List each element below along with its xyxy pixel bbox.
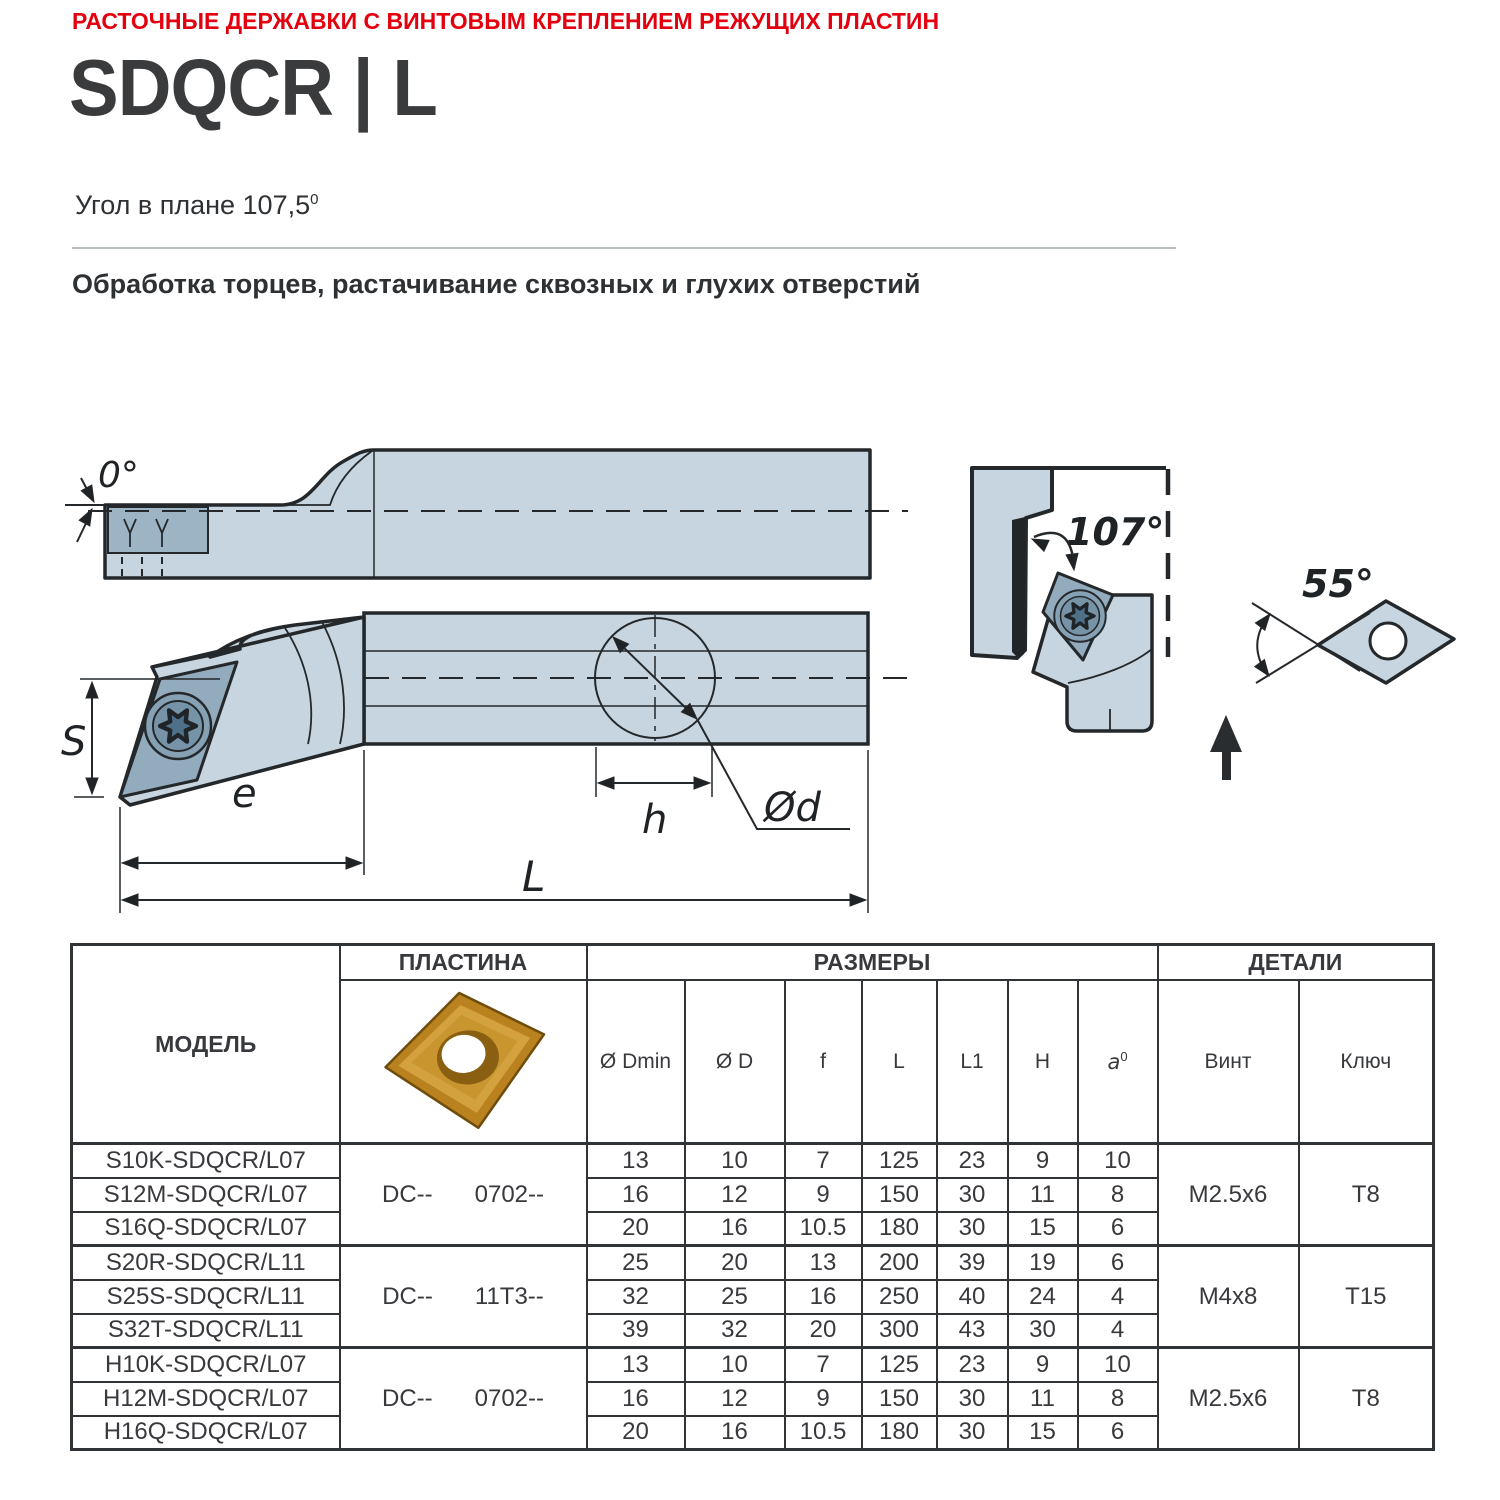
plan-angle-sup: 0 [310, 191, 319, 208]
h-cell: 9 [1008, 1144, 1078, 1178]
l-cell: 125 [862, 1144, 937, 1178]
plate-code-cell: DC-- 0702-- [340, 1144, 587, 1246]
col-header-h: H [1008, 980, 1078, 1144]
key-cell: T15 [1299, 1246, 1434, 1348]
col-header-sizes: РАЗМЕРЫ [587, 945, 1158, 981]
feed-direction-arrow [1210, 715, 1242, 780]
insert-screw-107 [1054, 590, 1105, 641]
angle-55-label: 55° [1302, 562, 1374, 606]
col-header-d: Ø D [685, 980, 785, 1144]
angle-107-drawing [972, 468, 1242, 780]
a-cell: 10 [1078, 1144, 1158, 1178]
screw-cell: M2.5x6 [1158, 1348, 1299, 1450]
model-cell: H10K-SDQCR/L07 [72, 1348, 340, 1382]
col-header-l1: L1 [937, 980, 1008, 1144]
zero-angle-label: 0° [98, 455, 139, 496]
model-cell: S32T-SDQCR/L11 [72, 1314, 340, 1348]
col-header-alpha: $a^0$ [1078, 980, 1158, 1144]
model-cell: S16Q-SDQCR/L07 [72, 1212, 340, 1246]
plate-code-cell: DC-- 0702-- [340, 1348, 587, 1450]
table-row: H16Q-SDQCR/L07 20 16 10.5 180 30 15 6 [72, 1416, 1434, 1450]
col-header-screw: Винт [1158, 980, 1299, 1144]
angle-107-label: 107° [1066, 510, 1165, 554]
col-header-key: Ключ [1299, 980, 1434, 1144]
table-row [72, 1144, 1434, 1178]
col-header-model: МОДЕЛЬ [72, 945, 340, 1144]
table-row: S16Q-SDQCR/L07 20 16 10.5 180 30 15 6 [72, 1212, 1434, 1246]
table-row: S20R-SDQCR/L11 DC-- 11T3-- 25 20 13 200 39 19 6 M4x8 T15 [72, 1246, 1434, 1280]
table-row: H10K-SDQCR/L07 DC-- 0702-- 13 10 7 125 23 9 10 M2.5x6 T8 [72, 1348, 1434, 1382]
divider-line [72, 247, 1176, 249]
dim-e-label: e [232, 771, 257, 817]
insert-photo [371, 981, 556, 1136]
model-cell: S10K-SDQCR/L07 [72, 1144, 340, 1178]
dim-diameter-label: Ød [764, 785, 821, 831]
col-header-f: f [785, 980, 862, 1144]
insert-55-hole [1370, 623, 1406, 659]
dmin-cell: 13 [587, 1144, 685, 1178]
table-row: S12M-SDQCR/L07 16 12 9 150 30 11 8 [72, 1178, 1434, 1212]
main-view-drawing [61, 613, 908, 913]
insert-screw [145, 693, 211, 759]
table-row: S32T-SDQCR/L11 39 32 20 300 43 30 4 [72, 1314, 1434, 1348]
model-cell: S12M-SDQCR/L07 [72, 1178, 340, 1212]
key-cell: T8 [1299, 1144, 1434, 1246]
page-title: SDQCR | L [69, 43, 437, 132]
machined-face [1012, 517, 1025, 656]
technical-drawings [60, 425, 1460, 925]
model-cell: H12M-SDQCR/L07 [72, 1382, 340, 1416]
model-cell: S25S-SDQCR/L11 [72, 1280, 340, 1314]
screw-cell: M4x8 [1158, 1246, 1299, 1348]
side-view-drawing [65, 450, 908, 578]
l1-cell: 23 [937, 1144, 1008, 1178]
plan-angle-subtitle [75, 190, 318, 221]
table-row: S25S-SDQCR/L11 32 25 16 250 40 24 4 [72, 1280, 1434, 1314]
model-cell: H16Q-SDQCR/L07 [72, 1416, 340, 1450]
plate-code-cell: DC-- 11T3-- [340, 1246, 587, 1348]
d-cell: 10 [685, 1144, 785, 1178]
insert-pocket-patch [108, 507, 208, 553]
page-eyebrow: РАСТОЧНЫЕ ДЕРЖАВКИ С ВИНТОВЫМ КРЕПЛЕНИЕМ РЕЖУЩИХ ПЛАСТИН [72, 8, 940, 34]
dim-l-label: L [522, 852, 546, 901]
col-header-dmin: Ø Dmin [587, 980, 685, 1144]
table-row: H12M-SDQCR/L07 16 12 9 150 30 11 8 [72, 1382, 1434, 1416]
dim-h-label: h [642, 797, 668, 843]
dim-s-label: S [61, 719, 87, 765]
key-cell: T8 [1299, 1348, 1434, 1450]
insert-55-drawing [1252, 562, 1454, 683]
page-description: Обработка торцев, растачивание сквозных и глухих отверстий [72, 269, 921, 299]
col-header-l: L [862, 980, 937, 1144]
f-cell: 7 [785, 1144, 862, 1178]
plate-photo-cell [340, 980, 587, 1144]
col-header-plate: ПЛАСТИНА [340, 945, 587, 981]
spec-table [70, 943, 1435, 1451]
screw-cell: M2.5x6 [1158, 1144, 1299, 1246]
model-cell: S20R-SDQCR/L11 [72, 1246, 340, 1280]
col-header-details: ДЕТАЛИ [1158, 945, 1434, 981]
plan-angle-text: Угол в плане 107,5 [75, 190, 311, 220]
toolbar-body-outline [105, 450, 870, 578]
